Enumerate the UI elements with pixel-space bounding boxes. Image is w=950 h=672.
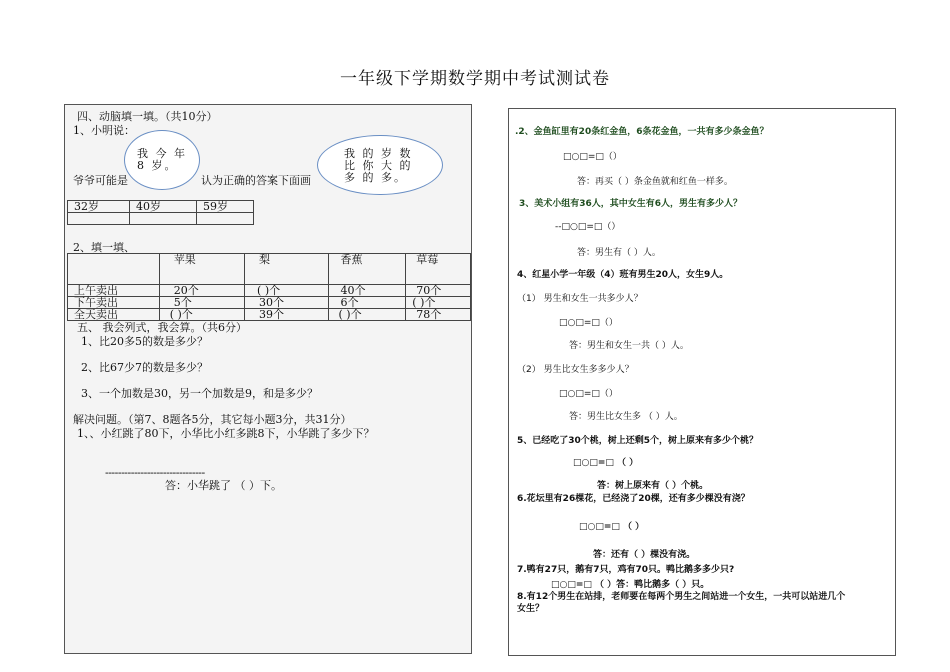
age-option[interactable]: 59岁 — [197, 201, 254, 213]
question-2-formula[interactable]: □○□=□（） — [563, 152, 622, 162]
bubble-grandpa-text: 我 的 岁 数 比 你 大 的 多 的 多。 — [344, 147, 413, 184]
table-cell: 全天卖出 — [68, 309, 160, 321]
table-cell: 6个 — [328, 297, 406, 309]
table-row — [68, 285, 471, 297]
section-five-question-2: 2、比67少7的数是多少？ — [81, 361, 208, 374]
question-5-text: 5、已经吃了30个桃，树上还剩5个，树上原来有多少个桃？ — [517, 436, 759, 446]
question-5-answer: 答：树上原来有（ ）个桃。 — [597, 481, 709, 491]
table-header-cell — [68, 254, 160, 285]
age-option[interactable]: 40岁 — [130, 201, 197, 213]
problem-1-text: 1、、小红跳了80下，小华比小红多跳8下，小华跳了多少下？ — [77, 427, 375, 440]
table-cell: 78个 — [406, 309, 471, 321]
section-four-heading: 四、动脑填一填。（共10分） — [77, 110, 218, 123]
question-5-formula[interactable]: □○□=□ （ ） — [573, 458, 639, 468]
table-header-cell: 梨 — [245, 254, 328, 285]
table-header-cell: 草莓 — [406, 254, 471, 285]
table-cell[interactable]: ( )个 — [328, 309, 406, 321]
fruit-sales-table — [67, 253, 471, 321]
question-4-part-2: （2） 男生比女生多多少人？ — [517, 365, 634, 375]
table-cell[interactable]: ( )个 — [159, 309, 244, 321]
table-header-cell: 苹果 — [159, 254, 244, 285]
right-panel — [508, 108, 896, 656]
question-2-label: 2、填一填、 — [73, 241, 135, 254]
speech-bubble-boy — [124, 130, 200, 190]
table-cell: 40个 — [328, 285, 406, 297]
question-7-formula[interactable]: □○□=□ （ ）答：鸭比鹅多（ ）只。 — [551, 580, 710, 590]
table-header-cell: 香蕉 — [328, 254, 406, 285]
section-five-question-3: 3、一个加数是30，另一个加数是9，和是多少？ — [81, 387, 318, 400]
question-3-formula[interactable]: --□○□=□（） — [555, 222, 621, 232]
question-2-answer: 答：再买（ ）条金鱼就和红鱼一样多。 — [577, 177, 733, 187]
table-cell: 5个 — [159, 297, 244, 309]
question-4-part-2-formula[interactable]: □○□=□（） — [559, 389, 618, 399]
question-4-part-1: （1） 男生和女生一共多少人？ — [517, 294, 643, 304]
table-cell: 70个 — [406, 285, 471, 297]
age-answer-cell[interactable] — [68, 213, 130, 225]
question-4-part-1-answer: 答：男生和女生一共（ ）人。 — [569, 341, 689, 351]
problem-solving-heading: 解决问题。（第7、8题各5分，其它每小题3分，共31分） — [73, 413, 352, 426]
table-row — [68, 309, 471, 321]
age-answer-cell[interactable] — [130, 213, 197, 225]
table-cell[interactable]: ( )个 — [245, 285, 328, 297]
question-6-formula[interactable]: □○□=□ （ ） — [579, 522, 645, 532]
question-3-answer: 答：男生有（ ）人。 — [577, 248, 661, 258]
question-6-answer: 答：还有（ ）棵没有浇。 — [593, 550, 696, 560]
answer-line[interactable]: ------------------------------- — [105, 466, 205, 479]
table-cell: 39个 — [245, 309, 328, 321]
question-4-text: 4、红星小学一年级（4）班有男生20人，女生9人。 — [517, 270, 729, 280]
question-3-text: 3、美术小组有36人，其中女生有6人，男生有多少人？ — [519, 199, 743, 209]
page-title: 一年级下学期数学期中考试测试卷 — [340, 69, 610, 89]
question-1-text-a: 爷爷可能是 — [73, 174, 128, 187]
problem-1-answer: 答：小华跳了 （ ）下。 — [165, 479, 282, 492]
age-choice-table — [67, 200, 254, 225]
age-answer-cell[interactable] — [197, 213, 254, 225]
speech-bubble-grandpa — [317, 135, 443, 195]
table-cell: 30个 — [245, 297, 328, 309]
section-five-heading: 五、 我会列式，我会算。（共6分） — [77, 321, 247, 334]
question-6-text: 6.花坛里有26棵花，已经浇了20棵，还有多少棵没有浇？ — [517, 494, 750, 504]
age-option[interactable]: 32岁 — [68, 201, 130, 213]
table-row — [68, 297, 471, 309]
question-8-text-line-1: 8.有12个男生在站排，老师要在每两个男生之间站进一个女生，一共可以站进几个 — [517, 592, 846, 602]
table-cell: 上午卖出 — [68, 285, 160, 297]
table-cell: 20个 — [159, 285, 244, 297]
section-five-question-1: 1、比20多5的数是多少？ — [81, 335, 208, 348]
question-4-part-2-answer: 答：男生比女生多 （ ）人。 — [569, 412, 683, 422]
question-7-text: 7.鸭有27只，鹅有7只，鸡有70只。鸭比鹅多多少只? — [517, 565, 735, 575]
question-2-text: .2、金鱼缸里有20条红金鱼，6条花金鱼，一共有多少条金鱼？ — [515, 127, 769, 137]
left-panel — [64, 104, 472, 654]
question-1-label: 1、小明说： — [73, 124, 135, 137]
question-8-text-line-2: 女生？ — [517, 604, 545, 614]
bubble-boy-text: 我 今 年 8 岁。 — [137, 147, 187, 172]
question-1-text-b: 认为正确的答案下面画 — [201, 174, 311, 187]
table-cell[interactable]: ( )个 — [406, 297, 471, 309]
table-cell: 下午卖出 — [68, 297, 160, 309]
question-4-part-1-formula[interactable]: □○□=□（） — [559, 318, 618, 328]
